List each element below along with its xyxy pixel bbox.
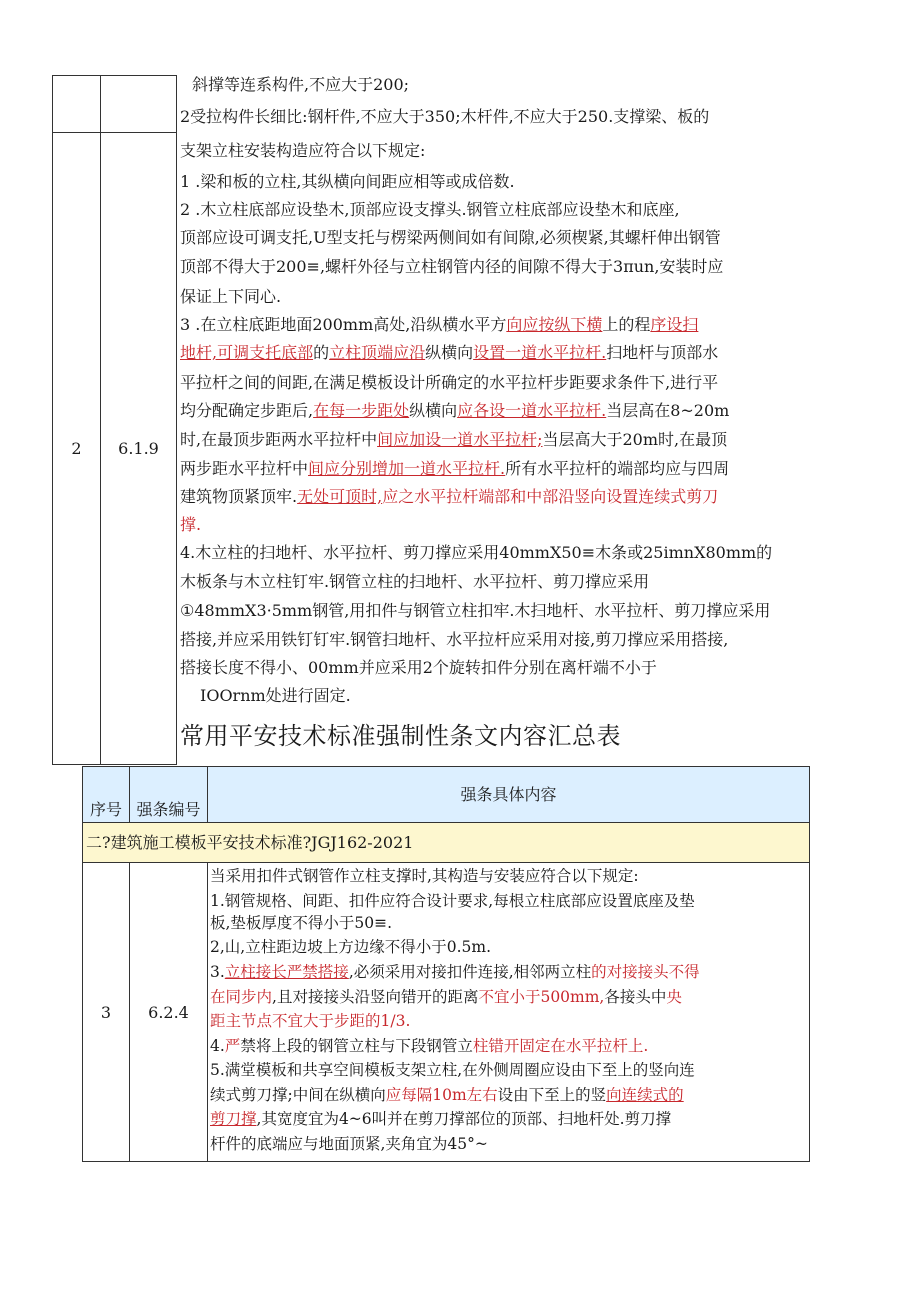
- table1-line: [180, 430, 727, 450]
- table2-text-segment: 2,山,立柱距边坡上方边缘不得小于0.5m.: [210, 938, 491, 956]
- table1-text-segment: 建筑物顶紧顶牢.: [180, 487, 298, 506]
- t2-header-clause: [129, 766, 208, 823]
- table2-text-segment: 板,垫板厚度不得小于50≡.: [210, 914, 393, 932]
- table1-line: [192, 75, 409, 95]
- table1-text-segment: 应各设一道水平拉杆.: [457, 401, 607, 420]
- table1-line: [180, 257, 723, 277]
- table1-text-segment: 扫地杆与顶部水: [606, 343, 719, 362]
- t1-clause-number-text: 6.1.9: [118, 439, 159, 458]
- table1-text-segment: 斜撑等连系构件,不应大于200;: [192, 75, 410, 94]
- table1-text-segment: 3 .在立柱底距地面200mm高处,沿纵横水平方: [180, 315, 507, 334]
- table2-text-segment: 严: [224, 1037, 241, 1055]
- table1-line: [180, 287, 281, 307]
- t2-header-seq: [82, 766, 130, 823]
- table1-text-segment: 均分配确定步距后,: [180, 401, 314, 420]
- t1-row-number-text: 2: [71, 439, 82, 458]
- table1-text-segment: 无处可顶时,: [297, 487, 383, 506]
- table1-text-segment: 支架立柱安装构造应符合以下规定:: [180, 141, 426, 160]
- table2-line: [210, 1011, 410, 1031]
- table2-line: [210, 962, 700, 982]
- table2-text-segment: 4.: [210, 1037, 225, 1055]
- table2-text-segment: ,必须采用对接扣件连接,相邻两立柱: [348, 963, 592, 981]
- t2-clause-number-text: 6.2.4: [148, 1002, 189, 1022]
- t2-section-title: 二?建筑施工模板平安技术标准?JGJ162-2021: [86, 833, 414, 852]
- table2-text-segment: 各接头中: [604, 988, 667, 1006]
- table1-text-segment: 纵横向: [425, 343, 474, 362]
- table1-text-segment: 所有水平拉杆的端部均应与四周: [505, 459, 730, 478]
- table1-line: [180, 107, 709, 127]
- table1-text-segment: 1 .梁和板的立柱,其纵横向间距应相等或成倍数.: [180, 172, 515, 191]
- table1-text-segment: 当层高大于20m时,在最顶: [542, 430, 728, 449]
- table1-text-segment: 搭接长度不得小、00mm并应采用2个旋转扣件分别在离杆端不小于: [180, 658, 657, 677]
- table2-text-segment: 的对接接头不得: [591, 963, 700, 981]
- t2-header-content-text: 强条具体内容: [460, 785, 557, 804]
- table1-text-segment: 设置一道水平拉杆.: [473, 343, 607, 362]
- table1-text-segment: 向应按纵下横: [506, 315, 603, 334]
- table1-line: [180, 658, 657, 678]
- table2-text-segment: 当采用扣件式钢管作立柱支撑时,其构造与安装应符合以下规定:: [210, 867, 639, 885]
- table1-line: [180, 630, 728, 650]
- t2-header-seq-text: 序号: [89, 800, 122, 819]
- table2-line: [210, 1134, 488, 1154]
- table1-line: [180, 315, 698, 335]
- table2-line: [210, 866, 639, 886]
- table1-line: [180, 401, 729, 421]
- table1-text-segment: 两步距水平拉杆中: [180, 459, 309, 478]
- table1-line: [180, 228, 721, 248]
- table2-line: [210, 987, 682, 1007]
- table2-text-segment: ,其宽度宜为4~6叫并在剪刀撑部位的顶部、扫地杆处.剪刀撑: [256, 1110, 672, 1128]
- table1-text-segment: 木板条与木立柱钉牢.钢管立柱的扫地杆、水平拉杆、剪刀撑应采用: [180, 572, 650, 591]
- table1-line: [180, 543, 772, 563]
- table1-line: [180, 601, 770, 621]
- table1-text-segment: 搭接,并应采用铁钉钉牢.钢管扫地杆、水平拉杆应采用对接,剪刀撑应采用搭接,: [180, 630, 729, 649]
- table2-line: [210, 937, 491, 957]
- table1-line: [180, 515, 201, 535]
- table2-text-segment: ,且对接接头沿竖向错开的距离: [272, 988, 479, 1006]
- table1-line: [180, 572, 649, 592]
- t2-content: [210, 863, 808, 1161]
- table1-text-segment: IOOrnm处进行固定.: [200, 686, 351, 705]
- table1-text-segment: 当层高在8~20m: [606, 401, 730, 420]
- table2-text-segment: 央: [666, 988, 682, 1006]
- table2-text-segment: 柱错开固定在水平拉杆上.: [472, 1037, 649, 1055]
- table1-line: [200, 686, 351, 706]
- table1-text-segment: 上的程: [602, 315, 651, 334]
- t1-cell-row1-col2: [100, 75, 177, 133]
- table2-line: [210, 891, 695, 911]
- table1-line: [180, 343, 718, 363]
- table1-text-segment: 撑.: [180, 515, 202, 534]
- table1-text-segment: 保证上下同心.: [180, 287, 282, 306]
- t1-cell-row1-col1: [52, 75, 101, 133]
- t1-row-number: [52, 132, 101, 765]
- table1-text-segment: 在每一步距处: [313, 401, 410, 420]
- t2-clause-number: [129, 862, 208, 1162]
- table1-text-segment: 立柱顶端应沿: [329, 343, 426, 362]
- table2-text-segment: 设由下至上的竖: [497, 1086, 607, 1104]
- table1-line: [180, 459, 729, 479]
- table2-line: [210, 913, 392, 933]
- table1-text-segment: 平拉杆之间的间距,在满足模板设计所确定的水平拉杆步距要求条件下,进行平: [180, 373, 719, 392]
- table1-text-segment: ①48mmX3·5mm钢管,用扣件与钢管立柱扣牢.木扫地杆、水平拉杆、剪刀撑应采用: [180, 601, 771, 620]
- table2-text-segment: 5.满堂模板和共享空间模板支架立柱,在外侧周圈应设由下至上的竖向连: [210, 1061, 695, 1079]
- table1-text-segment: 4.木立柱的扫地杆、水平拉杆、剪刀撑应采用40mmX50≡木条或25imnX80mm的: [180, 543, 773, 562]
- table1-text-segment: 2受拉构件长细比:钢杆件,不应大于350;木杆件,不应大于250.支撑梁、板的: [180, 107, 710, 126]
- page-title: 常用平安技术标准强制性条文内容汇总表: [180, 722, 621, 750]
- table1-text-segment: 间应分别增加一道水平拉杆.: [308, 459, 506, 478]
- t1-content: [180, 75, 830, 715]
- table1-text-segment: 纵横向: [409, 401, 458, 420]
- table2-text-segment: 续式剪刀撑;中间在纵横向: [210, 1086, 386, 1104]
- table1-text-segment: 时,在最顶步距两水平拉杆中: [180, 430, 378, 449]
- table2-text-segment: 剪刀撑: [210, 1110, 257, 1128]
- table1-text-segment: 地杆,可调支托底部: [180, 343, 314, 362]
- table2-line: [210, 1036, 648, 1056]
- table2-line: [210, 1109, 671, 1129]
- t1-clause-number: [100, 132, 177, 765]
- table1-line: [180, 200, 680, 220]
- table1-text-segment: 顶部应设可调支托,U型支托与楞梁两侧间如有间隙,必须楔紧,其螺杆伸出钢管: [180, 228, 721, 247]
- table2-text-segment: 距主节点不宜大于步距的1/3.: [210, 1012, 411, 1030]
- table1-text-segment: 顶部不得大于200≡,螺杆外径与立柱钢管内径的间隙不得大于3πun,安装时应: [180, 257, 724, 276]
- t2-section-row: [82, 822, 810, 863]
- table1-line: [180, 487, 718, 507]
- t2-row-number: [82, 862, 130, 1162]
- t2-header-clause-text: 强条编号: [136, 800, 201, 819]
- table1-text-segment: 序设扫: [650, 315, 699, 334]
- t2-row-number-text: 3: [100, 1002, 112, 1022]
- table1-text-segment: 间应加设一道水平拉杆;: [377, 430, 543, 449]
- table2-text-segment: 不宜小于500mm,: [478, 988, 605, 1006]
- t2-header-content: [207, 766, 810, 823]
- table2-line: [210, 1060, 695, 1080]
- table2-text-segment: 3.: [210, 963, 225, 981]
- table1-text-segment: 的: [313, 343, 330, 362]
- table2-text-segment: 禁将上段的钢管立柱与下段钢管立: [240, 1037, 473, 1055]
- table1-line: [180, 373, 718, 393]
- table2-text-segment: 向连续式的: [606, 1086, 684, 1104]
- t2-content-cell: [207, 862, 810, 1162]
- table2-text-segment: 应每隔10m左右: [385, 1086, 498, 1104]
- table1-line: [180, 141, 425, 161]
- table2-text-segment: 立柱接长严禁搭接: [224, 963, 349, 981]
- table2-text-segment: 杆件的底端应与地面顶紧,夹角宜为45°~: [210, 1135, 488, 1153]
- table1-text-segment: 应之水平拉杆端部和中部沿竖向设置连续式剪刀: [382, 487, 719, 506]
- table1-text-segment: 2 .木立柱底部应设垫木,顶部应设支撑头.钢管立柱底部应设垫木和底座,: [180, 200, 680, 219]
- table2-line: [210, 1085, 684, 1105]
- table2-text-segment: 在同步内: [210, 988, 273, 1006]
- table2-text-segment: 1.钢管规格、间距、扣件应符合设计要求,每根立柱底部应设置底座及垫: [210, 892, 695, 910]
- table1-line: [180, 172, 515, 192]
